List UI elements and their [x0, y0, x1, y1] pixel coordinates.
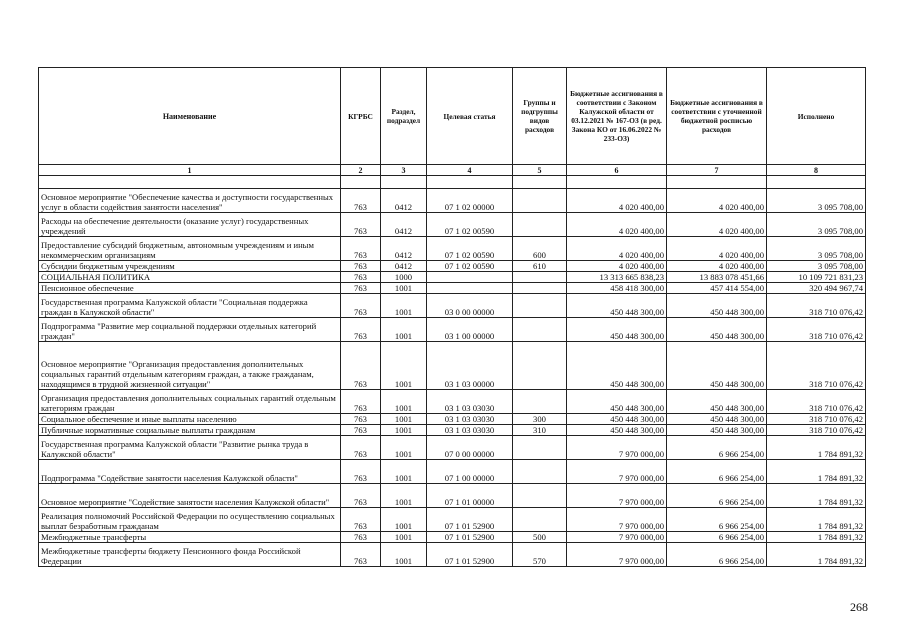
column-header-section: Раздел, подраздел: [381, 68, 427, 165]
cell-plan: 6 966 254,00: [667, 532, 767, 543]
cell-plan: 457 414 554,00: [667, 283, 767, 294]
table-row: [39, 272, 866, 283]
cell-done: 3 095 708,00: [767, 189, 866, 213]
cell-target: 07 1 02 00590: [427, 213, 513, 237]
column-header-plan: Бюджетные ассигнования в соответствии с уточненной бюджетной росписью расходов: [667, 68, 767, 165]
cell-name: Подпрограмма "Развитие мер социальной поддержки отдельных категорий граждан": [39, 318, 341, 342]
column-header-done: Исполнено: [767, 68, 866, 165]
cell-kgrbs: 763: [341, 543, 381, 567]
column-number-plan: 7: [667, 165, 767, 176]
table-row: [39, 261, 866, 272]
table-row: [39, 237, 866, 261]
cell-plan: 4 020 400,00: [667, 261, 767, 272]
table-row: [39, 189, 866, 213]
cell-kgrbs: 763: [341, 390, 381, 414]
cell-section: 0412: [381, 237, 427, 261]
cell-group: [513, 390, 567, 414]
table-row: [39, 283, 866, 294]
cell-kgrbs: 763: [341, 342, 381, 390]
cell-group: [513, 213, 567, 237]
column-number-target: 4: [427, 165, 513, 176]
table-row: [39, 436, 866, 460]
table-row: [39, 318, 866, 342]
cell-group: [513, 484, 567, 508]
cell-target: 03 1 03 00000: [427, 342, 513, 390]
cell-kgrbs: 763: [341, 460, 381, 484]
column-number-name: 1: [39, 165, 341, 176]
cell-group: 300: [513, 414, 567, 425]
cell-target: 07 1 01 52900: [427, 508, 513, 532]
cell-target: 07 0 00 00000: [427, 436, 513, 460]
cell-target: 03 1 00 00000: [427, 318, 513, 342]
cell-group: 600: [513, 237, 567, 261]
cell-law: 7 970 000,00: [567, 436, 667, 460]
cell-name: Пенсионное обеспечение: [39, 283, 341, 294]
cell-plan: 450 448 300,00: [667, 318, 767, 342]
cell-law: 4 020 400,00: [567, 237, 667, 261]
cell-law: 450 448 300,00: [567, 425, 667, 436]
cell-group: 500: [513, 532, 567, 543]
cell-law: 7 970 000,00: [567, 460, 667, 484]
column-header-target: Целевая статья: [427, 68, 513, 165]
cell-law: 450 448 300,00: [567, 342, 667, 390]
cell-name: СОЦИАЛЬНАЯ ПОЛИТИКА: [39, 272, 341, 283]
cell-name: Основное мероприятие "Обеспечение качества и доступности государственных услуг в области содействия занятости населения": [39, 189, 341, 213]
table-row: [39, 414, 866, 425]
column-number-group: 5: [513, 165, 567, 176]
cell-done: 1 784 891,32: [767, 484, 866, 508]
cell-name: Организация предоставления дополнительных социальных гарантий отдельным категориям граждан: [39, 390, 341, 414]
cell-kgrbs: 763: [341, 425, 381, 436]
table-row: [39, 390, 866, 414]
cell-target: 07 1 00 00000: [427, 460, 513, 484]
cell-section: 1001: [381, 484, 427, 508]
cell-plan: 4 020 400,00: [667, 237, 767, 261]
cell-section: 1001: [381, 318, 427, 342]
cell-done: 320 494 967,74: [767, 283, 866, 294]
cell-done: 1 784 891,32: [767, 543, 866, 567]
cell-plan: 450 448 300,00: [667, 390, 767, 414]
cell-group: [513, 189, 567, 213]
cell-plan: 4 020 400,00: [667, 189, 767, 213]
cell-target: 07 1 01 52900: [427, 532, 513, 543]
column-header-kgrbs: КГРБС: [341, 68, 381, 165]
cell-group: [513, 460, 567, 484]
cell-done: 10 109 721 831,23: [767, 272, 866, 283]
cell-group: [513, 436, 567, 460]
cell-section: 1001: [381, 508, 427, 532]
table-row: [39, 543, 866, 567]
cell-section: 0412: [381, 261, 427, 272]
cell-target: 07 1 01 52900: [427, 543, 513, 567]
header-row: [39, 68, 866, 165]
cell-plan: 450 448 300,00: [667, 414, 767, 425]
column-number-row: [39, 165, 866, 176]
cell-name: Подпрограмма "Содействие занятости населения Калужской области": [39, 460, 341, 484]
budget-table: [38, 67, 866, 567]
cell-group: [513, 283, 567, 294]
column-header-name: Наименование: [39, 68, 341, 165]
cell-group: 310: [513, 425, 567, 436]
cell-plan: 6 966 254,00: [667, 460, 767, 484]
cell-law: 450 448 300,00: [567, 390, 667, 414]
cell-name: Социальное обеспечение и иные выплаты населению: [39, 414, 341, 425]
cell-kgrbs: 763: [341, 237, 381, 261]
cell-done: 318 710 076,42: [767, 425, 866, 436]
cell-group: [513, 508, 567, 532]
column-number-law: 6: [567, 165, 667, 176]
cell-law: 4 020 400,00: [567, 261, 667, 272]
table-row: [39, 213, 866, 237]
cell-group: 610: [513, 261, 567, 272]
cell-law: 4 020 400,00: [567, 213, 667, 237]
cell-kgrbs: 763: [341, 272, 381, 283]
cell-name: Межбюджетные трансферты: [39, 532, 341, 543]
cell-name: Основное мероприятие "Содействие занятости населения Калужской области": [39, 484, 341, 508]
cell-done: 1 784 891,32: [767, 508, 866, 532]
cell-section: 1001: [381, 425, 427, 436]
cell-name: Государственная программа Калужской области "Развитие рынка труда в Калужской области": [39, 436, 341, 460]
cell-name: Реализация полномочий Российской Федерации по осуществлению социальных выплат безработным гражданам: [39, 508, 341, 532]
cell-done: 1 784 891,32: [767, 436, 866, 460]
cell-section: 0412: [381, 189, 427, 213]
cell-name: Субсидии бюджетным учреждениям: [39, 261, 341, 272]
cell-section: 1001: [381, 460, 427, 484]
cell-law: 7 970 000,00: [567, 543, 667, 567]
table-body: [39, 176, 866, 567]
cell-plan: 450 448 300,00: [667, 342, 767, 390]
cell-target: 07 1 02 00000: [427, 189, 513, 213]
cell-name: Межбюджетные трансферты бюджету Пенсионного фонда Российской Федерации: [39, 543, 341, 567]
cell-done: 318 710 076,42: [767, 390, 866, 414]
cell-group: [513, 294, 567, 318]
cell-kgrbs: 763: [341, 294, 381, 318]
cell-section: 1001: [381, 283, 427, 294]
cell-kgrbs: 763: [341, 508, 381, 532]
cell-name: Расходы на обеспечение деятельности (оказание услуг) государственных учреждений: [39, 213, 341, 237]
cell-section: 1001: [381, 414, 427, 425]
cell-done: 3 095 708,00: [767, 261, 866, 272]
cell-law: 458 418 300,00: [567, 283, 667, 294]
table-row: [39, 460, 866, 484]
cell-law: 450 448 300,00: [567, 318, 667, 342]
cell-name: Государственная программа Калужской области "Социальная поддержка граждан в Калужской области": [39, 294, 341, 318]
cell-law: 450 448 300,00: [567, 294, 667, 318]
cell-group: 570: [513, 543, 567, 567]
cell-group: [513, 318, 567, 342]
cell-law: 7 970 000,00: [567, 484, 667, 508]
column-number-done: 8: [767, 165, 866, 176]
cell-group: [513, 272, 567, 283]
spacer-row: [39, 176, 866, 189]
cell-target: 07 1 02 00590: [427, 237, 513, 261]
table-row: [39, 508, 866, 532]
cell-section: 1001: [381, 342, 427, 390]
cell-kgrbs: 763: [341, 436, 381, 460]
cell-done: 3 095 708,00: [767, 213, 866, 237]
cell-target: 03 1 03 03030: [427, 414, 513, 425]
cell-kgrbs: 763: [341, 532, 381, 543]
cell-done: 318 710 076,42: [767, 342, 866, 390]
cell-done: 318 710 076,42: [767, 318, 866, 342]
cell-kgrbs: 763: [341, 318, 381, 342]
cell-section: 1001: [381, 532, 427, 543]
cell-kgrbs: 763: [341, 189, 381, 213]
cell-plan: 4 020 400,00: [667, 213, 767, 237]
cell-plan: 6 966 254,00: [667, 508, 767, 532]
cell-name: Публичные нормативные социальные выплаты гражданам: [39, 425, 341, 436]
cell-plan: 6 966 254,00: [667, 543, 767, 567]
column-number-section: 3: [381, 165, 427, 176]
cell-done: 318 710 076,42: [767, 294, 866, 318]
cell-kgrbs: 763: [341, 213, 381, 237]
cell-target: 03 1 03 03030: [427, 390, 513, 414]
cell-section: 1001: [381, 436, 427, 460]
cell-plan: 13 883 078 451,66: [667, 272, 767, 283]
cell-target: 03 1 03 03030: [427, 425, 513, 436]
cell-section: 0412: [381, 213, 427, 237]
cell-section: 1001: [381, 543, 427, 567]
column-number-kgrbs: 2: [341, 165, 381, 176]
cell-done: 3 095 708,00: [767, 237, 866, 261]
cell-plan: 6 966 254,00: [667, 436, 767, 460]
cell-law: 7 970 000,00: [567, 532, 667, 543]
column-header-law: Бюджетные ассигнования в соответствии с Законом Калужской области от 03.12.2021 № 167-ОЗ (в ред. Закона КО от 16.06.2022 № 233-ОЗ): [567, 68, 667, 165]
cell-law: 450 448 300,00: [567, 414, 667, 425]
cell-done: 318 710 076,42: [767, 414, 866, 425]
table-row: [39, 484, 866, 508]
cell-section: 1001: [381, 294, 427, 318]
cell-plan: 6 966 254,00: [667, 484, 767, 508]
table-row: [39, 532, 866, 543]
table-row: [39, 294, 866, 318]
cell-section: 1001: [381, 390, 427, 414]
cell-target: [427, 272, 513, 283]
cell-law: 4 020 400,00: [567, 189, 667, 213]
cell-target: 07 1 02 00590: [427, 261, 513, 272]
table-row: [39, 342, 866, 390]
cell-kgrbs: 763: [341, 484, 381, 508]
table-row: [39, 425, 866, 436]
cell-target: 07 1 01 00000: [427, 484, 513, 508]
cell-section: 1000: [381, 272, 427, 283]
cell-target: 03 0 00 00000: [427, 294, 513, 318]
cell-done: 1 784 891,32: [767, 460, 866, 484]
cell-law: 13 313 665 838,23: [567, 272, 667, 283]
cell-name: Основное мероприятие "Организация предоставления дополнительных социальных гарантий отдельным категориям граждан, а также гражданам, находящимся в трудной жизненной ситуации": [39, 342, 341, 390]
cell-done: 1 784 891,32: [767, 532, 866, 543]
cell-kgrbs: 763: [341, 261, 381, 272]
cell-kgrbs: 763: [341, 283, 381, 294]
cell-plan: 450 448 300,00: [667, 425, 767, 436]
cell-target: [427, 283, 513, 294]
cell-group: [513, 342, 567, 390]
cell-plan: 450 448 300,00: [667, 294, 767, 318]
page-number: 268: [850, 600, 868, 614]
cell-law: 7 970 000,00: [567, 508, 667, 532]
cell-name: Предоставление субсидий бюджетным, автономным учреждениям и иным некоммерческим организациям: [39, 237, 341, 261]
column-header-group: Группы и подгруппы видов расходов: [513, 68, 567, 165]
cell-kgrbs: 763: [341, 414, 381, 425]
